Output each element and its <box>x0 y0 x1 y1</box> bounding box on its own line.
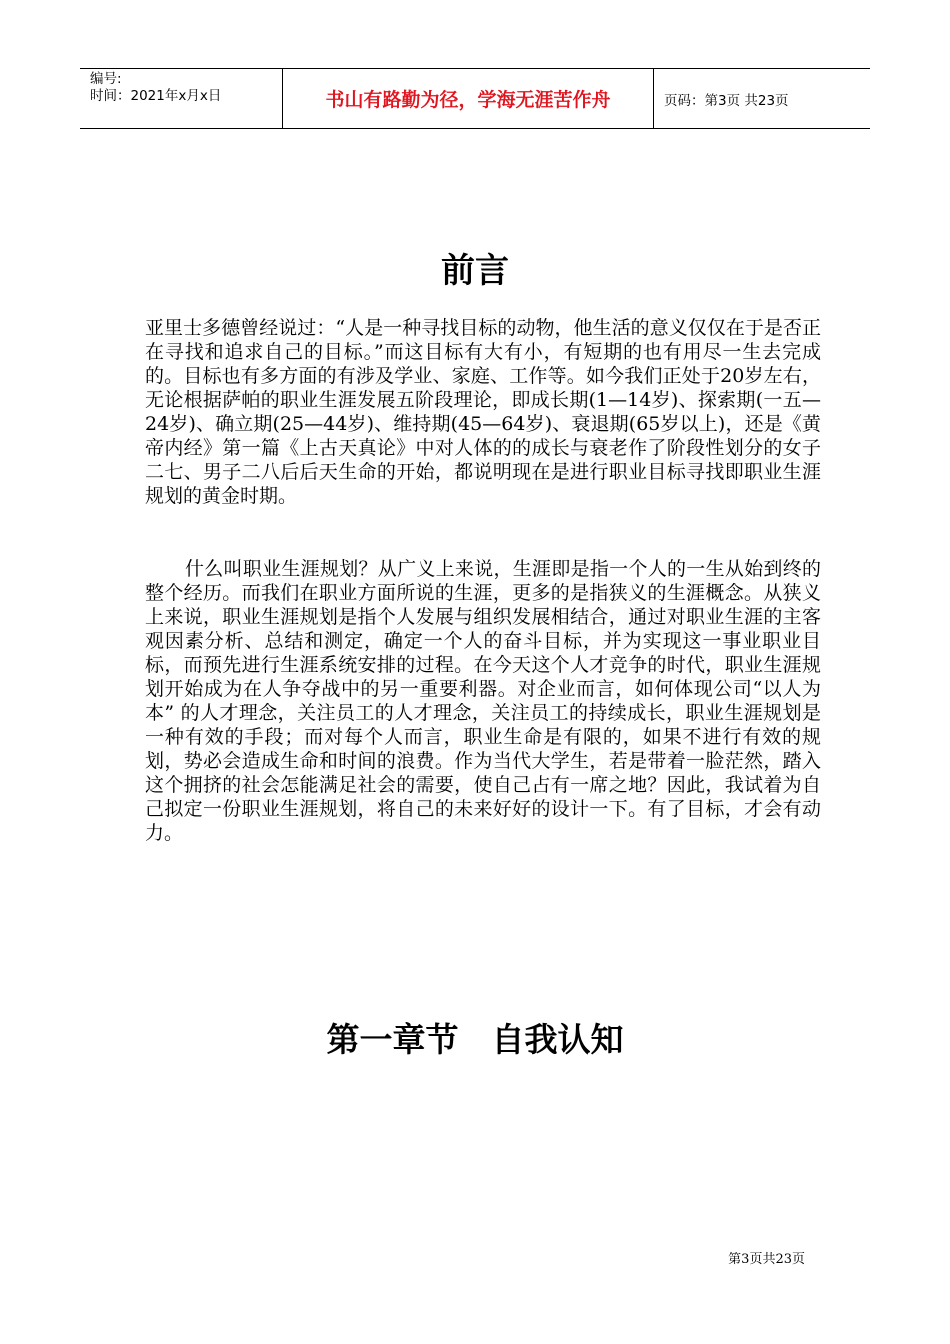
page-footer: 第3页共23页 <box>728 1252 805 1267</box>
preface-paragraph-1: 亚里士多德曾经说过：“人是一种寻找目标的动物，他生活的意义仅仅在于是否正在寻找和追求自己的目标。”而这目标有大有小，有短期的也有用尽一生去完成的。目标也有多方面的有涉及学业、家庭、工作等。如今我们正处于20岁左右，无论根据萨帕的职业生涯发展五阶段理论，即成长期(1—14岁)、探索期(一五—24岁)、确立期(25—44岁)、维持期(45—64岁)、衰退期(65岁以上)，还是《黄帝内经》第一篇《上古天真论》中对人体的的成长与衰老作了阶段性划分的女子二七、男子二八后后天生命的开始，都说明现在是进行职业目标寻找即职业生涯规划的黄金时期。 <box>145 317 821 507</box>
chapter-title: 第一章节 自我认知 <box>326 1020 624 1059</box>
header-motto-cell <box>282 69 654 128</box>
header-meta-cell <box>80 69 282 128</box>
header-page-cell <box>654 69 870 128</box>
page-label: 页码：第3页 共23页 <box>664 92 789 109</box>
header-table <box>80 68 870 129</box>
preface-title: 前言 <box>441 251 509 291</box>
date-label: 时间：2021年x月x日 <box>90 88 222 104</box>
code-label: 编号: <box>90 71 122 87</box>
preface-paragraph-2: 什么叫职业生涯规划？从广义上来说，生涯即是指一个人的一生从始到终的整个经历。而我们在职业方面所说的生涯，更多的是指狭义的生涯概念。从狭义上来说，职业生涯规划是指个人发展与组织发展相结合，通过对职业生涯的主客观因素分析、总结和测定，确定一个人的奋斗目标，并为实现这一事业职业目标，而预先进行生涯系统安排的过程。在今天这个人才竞争的时代，职业生涯规划开始成为在人争夺战中的另一重要利器。对企业而言，如何体现公司“以人为本” 的人才理念，关注员工的人才理念，关注员工的持续成长，职业生涯规划是一种有效的手段；而对每个人而言，职业生命是有限的，如果不进行有效的规划，势必会造成生命和时间的浪费。作为当代大学生，若是带着一脸茫然，踏入这个拥挤的社会怎能满足社会的需要，使自己占有一席之地？因此，我试着为自己拟定一份职业生涯规划，将自己的未来好好的设计一下。有了目标，才会有动力。 <box>145 558 821 844</box>
motto-text: 书山有路勤为径，学海无涯苦作舟 <box>325 89 611 111</box>
